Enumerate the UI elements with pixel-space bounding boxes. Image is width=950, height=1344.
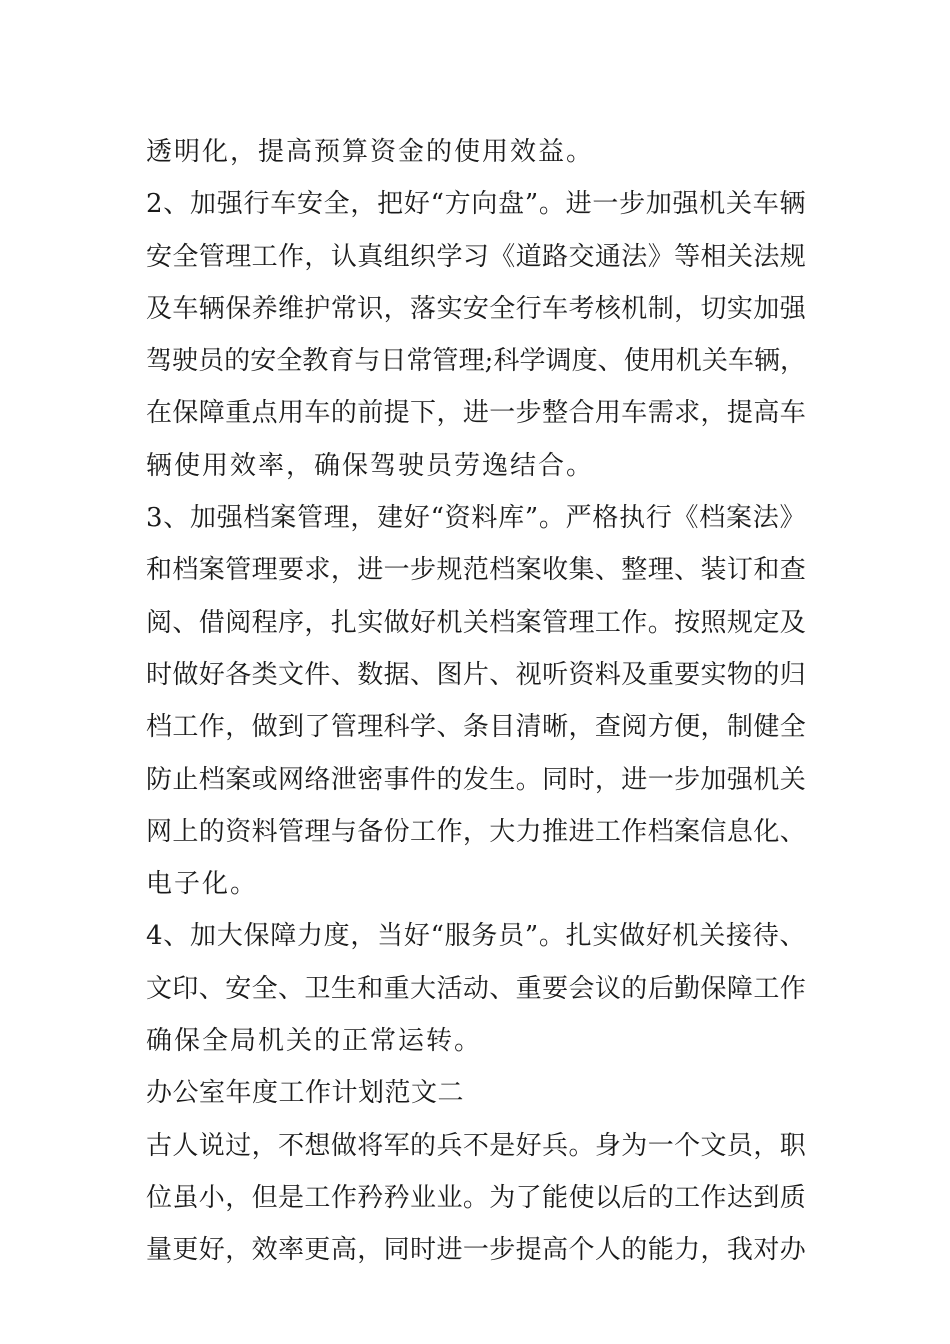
text-line: 3、加强档案管理，建好“资料库”。严格执行《档案法》	[146, 503, 806, 534]
text-line: 及车辆保养维护常识，落实安全行车考核机制，切实加强	[146, 293, 806, 324]
text-line: 透明化，提高预算资金的使用效益。	[146, 137, 595, 167]
text-line: 位虽小，但是工作矜矜业业。为了能使以后的工作达到质	[146, 1182, 806, 1213]
text-line: 驾驶员的安全教育与日常管理;科学调度、使用机关车辆，	[146, 346, 806, 377]
text-line: 辆使用效率，确保驾驶员劳逸结合。	[146, 450, 595, 481]
text-line: 在保障重点用车的前提下，进一步整合用车需求，提高车	[146, 398, 806, 429]
section-heading: 办公室年度工作计划范文二	[146, 1078, 465, 1109]
text-line: 和档案管理要求，进一步规范档案收集、整理、装订和查	[146, 555, 806, 586]
text-line: 阅、借阅程序，扎实做好机关档案管理工作。按照规定及	[146, 607, 806, 638]
text-line: 量更好，效率更高，同时进一步提高个人的能力，我对办	[146, 1235, 806, 1266]
text-line: 档工作，做到了管理科学、条目清晰，查阅方便，制健全	[146, 712, 806, 743]
text-line: 网上的资料管理与备份工作，大力推进工作档案信息化、	[146, 816, 806, 847]
text-line: 确保全局机关的正常运转。	[146, 1026, 483, 1057]
document-body	[146, 126, 806, 1277]
text-line: 古人说过，不想做将军的兵不是好兵。身为一个文员，职	[146, 1130, 806, 1161]
text-line: 防止档案或网络泄密事件的发生。同时，进一步加强机关	[146, 764, 806, 795]
text-line: 2、加强行车安全，把好“方向盘”。进一步加强机关车辆	[146, 189, 806, 220]
text-line: 时做好各类文件、数据、图片、视听资料及重要实物的归	[146, 659, 806, 690]
text-line: 电子化。	[146, 869, 259, 900]
text-line: 文印、安全、卫生和重大活动、重要会议的后勤保障工作	[146, 973, 806, 1004]
text-line: 安全管理工作，认真组织学习《道路交通法》等相关法规	[146, 241, 806, 272]
text-line: 4、加大保障力度，当好“服务员”。扎实做好机关接待、	[146, 921, 806, 952]
